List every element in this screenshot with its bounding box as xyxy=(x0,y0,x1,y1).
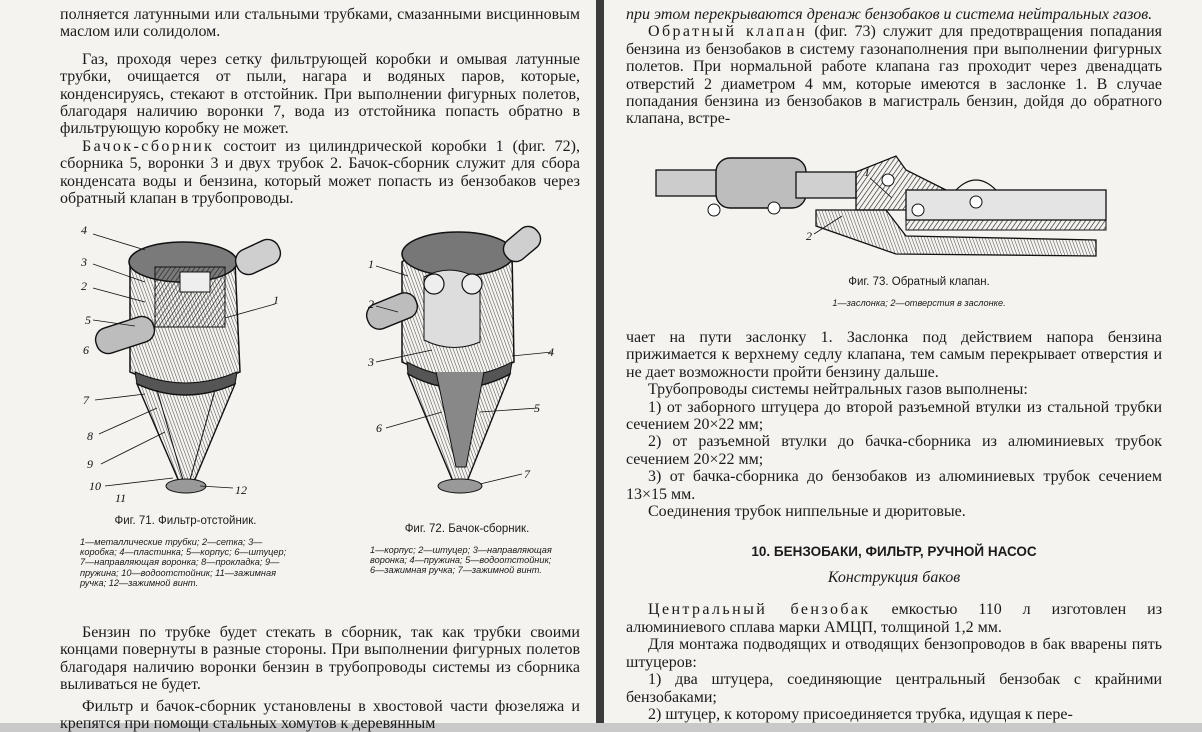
left-page xyxy=(0,0,596,732)
figure-73-caption: Фиг. 73. Обратный клапан. xyxy=(848,276,990,288)
right-paragraph-5: Соединения трубок ниппельные и дюритовые. xyxy=(648,503,966,521)
figure-71-caption: Фиг. 71. Фильтр-отстойник. xyxy=(114,515,257,527)
subsection-heading: Конструкция баков xyxy=(827,569,961,587)
left-paragraph-2: Газ, проходя через сетку фильтрующей коробки и омывая латунные трубки, очищается от пыли, нагара и водяных паров, которые, конденсируясь, стекают в отстойник. При выполнении фигурных полетов, благодаря наличию воронки 7, вода из отстойника попасть обратно в фильтрующую коробку не может. xyxy=(60,50,580,138)
figure-71-legend: 1—металлические трубки; 2—сетка; 3—коробка; 4—пластинка; 5—корпус; 6—штуцер; 7—направляющая воронка; 8—прокладка; 9—пружина; 10—водоотстойник; 11—зажимная ручка; 12—зажимной винт. xyxy=(80,537,287,588)
fig71-label-3: 3 xyxy=(81,255,87,269)
figure-71-illustration xyxy=(75,222,290,512)
left-paragraph-3 xyxy=(60,138,580,208)
right-page xyxy=(604,0,1202,723)
fig71-label-9: 9 xyxy=(87,457,93,471)
left-paragraph-5: Фильтр и бачок-сборник установлены в хвостовой части фюзеляжа и крепятся при помощи стальных хомутов к деревянным xyxy=(60,697,580,732)
fig71-label-5: 5 xyxy=(85,313,91,327)
filter-settler-drawing xyxy=(75,222,290,512)
fig71-label-2: 2 xyxy=(81,279,87,293)
right-column-top xyxy=(626,6,1162,128)
fig72-label-2: 2 xyxy=(368,297,374,311)
right-list-item-2: 2) от разъемной втулки до бачка-сборника из алюминиевых трубок сечением 20×22 мм; xyxy=(626,433,1162,468)
fig73-label-2: 2 xyxy=(806,229,812,243)
right-list2-item-2: 2) штуцер, к которому присоединяется трубка, идущая к пере- xyxy=(648,705,1073,723)
fig73-label-1: 1 xyxy=(864,165,870,179)
check-valve-drawing xyxy=(656,150,1116,262)
right-paragraph-2 xyxy=(626,23,1162,127)
left-paragraph-1: полняется латунными или стальными трубками, смазанными висцинновым маслом или солидолом. xyxy=(60,6,580,41)
collector-tank-drawing xyxy=(362,222,572,512)
fig71-label-8: 8 xyxy=(87,429,93,443)
book-gutter xyxy=(596,0,604,723)
fig71-label-6: 6 xyxy=(83,343,89,357)
fig71-label-1: 1 xyxy=(273,293,279,307)
term-centralny-benzobak: Центральный бензобак xyxy=(648,601,871,619)
right-paragraph-3: чает на пути заслонку 1. Заслонка под действием напора бензина прижимается к верхнему седлу клапана, тем самым перекрывает отверстия и не дает возможности пройти бензину дальше. xyxy=(626,329,1162,381)
fig71-label-12: 12 xyxy=(235,483,247,497)
right-list2-item-1: 1) два штуцера, соединяющие центральный бензобак с крайними бензобаками; xyxy=(626,671,1162,706)
right-paragraph-6 xyxy=(626,601,1162,636)
figure-72-legend: 1—корпус; 2—штуцер; 3—направляющая воронка; 4—пружина; 5—водоотстойник; 6—зажимная ручка; 7—зажимной винт. xyxy=(370,545,552,576)
term-bachok-sbornik: Бачок-сборник xyxy=(82,137,215,155)
right-list-item-1: 1) от заборного штуцера до второй разъемной втулки из стальной трубки сечением 20×22 мм; xyxy=(626,398,1162,434)
left-column-bottom xyxy=(60,624,580,732)
figure-72-illustration xyxy=(362,222,572,512)
left-column xyxy=(60,0,580,207)
right-paragraph-1: при этом перекрываются дренаж бензобаков и система нейтральных газов. xyxy=(626,6,1153,23)
figure-72-caption: Фиг. 72. Бачок-сборник. xyxy=(404,523,530,535)
right-list-item-3: 3) от бачка-сборника до бензобаков из алюминиевых трубок сечением 13×15 мм. xyxy=(626,468,1162,503)
right-paragraph-2-text: (фиг. 73) служит для предотвращения попадания бензина из бензобаков в систему газонаполнения при выполнении фигурных полетов. При нормальной работе клапана газ проходит через двенадцать отверстий 2 диаметром 4 мм, которые имеются в заслонке 1. В случае попадания бензина из бензобаков в магистраль бензин, дойдя до обратного клапана, встре- xyxy=(626,23,1163,128)
left-paragraph-4: Бензин по трубке будет стекать в сборник, так как трубки своими концами повернуты в разные стороны. При выполнении фигурных полетов благодаря наличию воронки бензин в трубопроводы системы из сборника выливаться не будет. xyxy=(60,624,580,694)
right-paragraph-4: Трубопроводы системы нейтральных газов выполнены: xyxy=(648,381,1028,399)
fig72-label-4: 4 xyxy=(548,345,554,359)
fig72-label-3: 3 xyxy=(368,355,374,369)
fig71-label-10: 10 xyxy=(89,479,101,493)
fig72-label-7: 7 xyxy=(524,467,530,481)
fig72-label-1: 1 xyxy=(368,257,374,271)
fig72-label-5: 5 xyxy=(534,401,540,415)
right-paragraph-6-text: емкостью 110 л изготовлен из алюминиевого сплава марки АМЦП, толщиной 1,2 мм. xyxy=(626,601,1163,636)
fig72-label-6: 6 xyxy=(376,421,382,435)
fig71-label-4: 4 xyxy=(81,223,87,237)
figure-73-illustration xyxy=(656,150,1116,262)
right-column-middle xyxy=(626,329,1162,723)
figure-73-legend: 1—заслонка; 2—отверстия в заслонке. xyxy=(832,298,1006,308)
fig71-label-11: 11 xyxy=(115,491,127,505)
left-paragraph-3-text: состоит из цилиндрической коробки 1 (фиг. 72), сборника 5, воронки 3 и двух трубок 2. Бачок-сборник служит для сбора конденсата воды и бензина, который может попасть из бензобаков через обратный клапан в трубопроводы. xyxy=(60,137,580,208)
fig71-label-7: 7 xyxy=(83,393,89,407)
right-paragraph-7: Для монтажа подводящих и отводящих бензопроводов в бак вварены пять штуцеров: xyxy=(626,636,1162,671)
section-heading: 10. БЕНЗОБАКИ, ФИЛЬТР, РУЧНОЙ НАСОС xyxy=(751,544,1037,560)
term-obratny-klapan: Обратный клапан xyxy=(648,23,808,41)
